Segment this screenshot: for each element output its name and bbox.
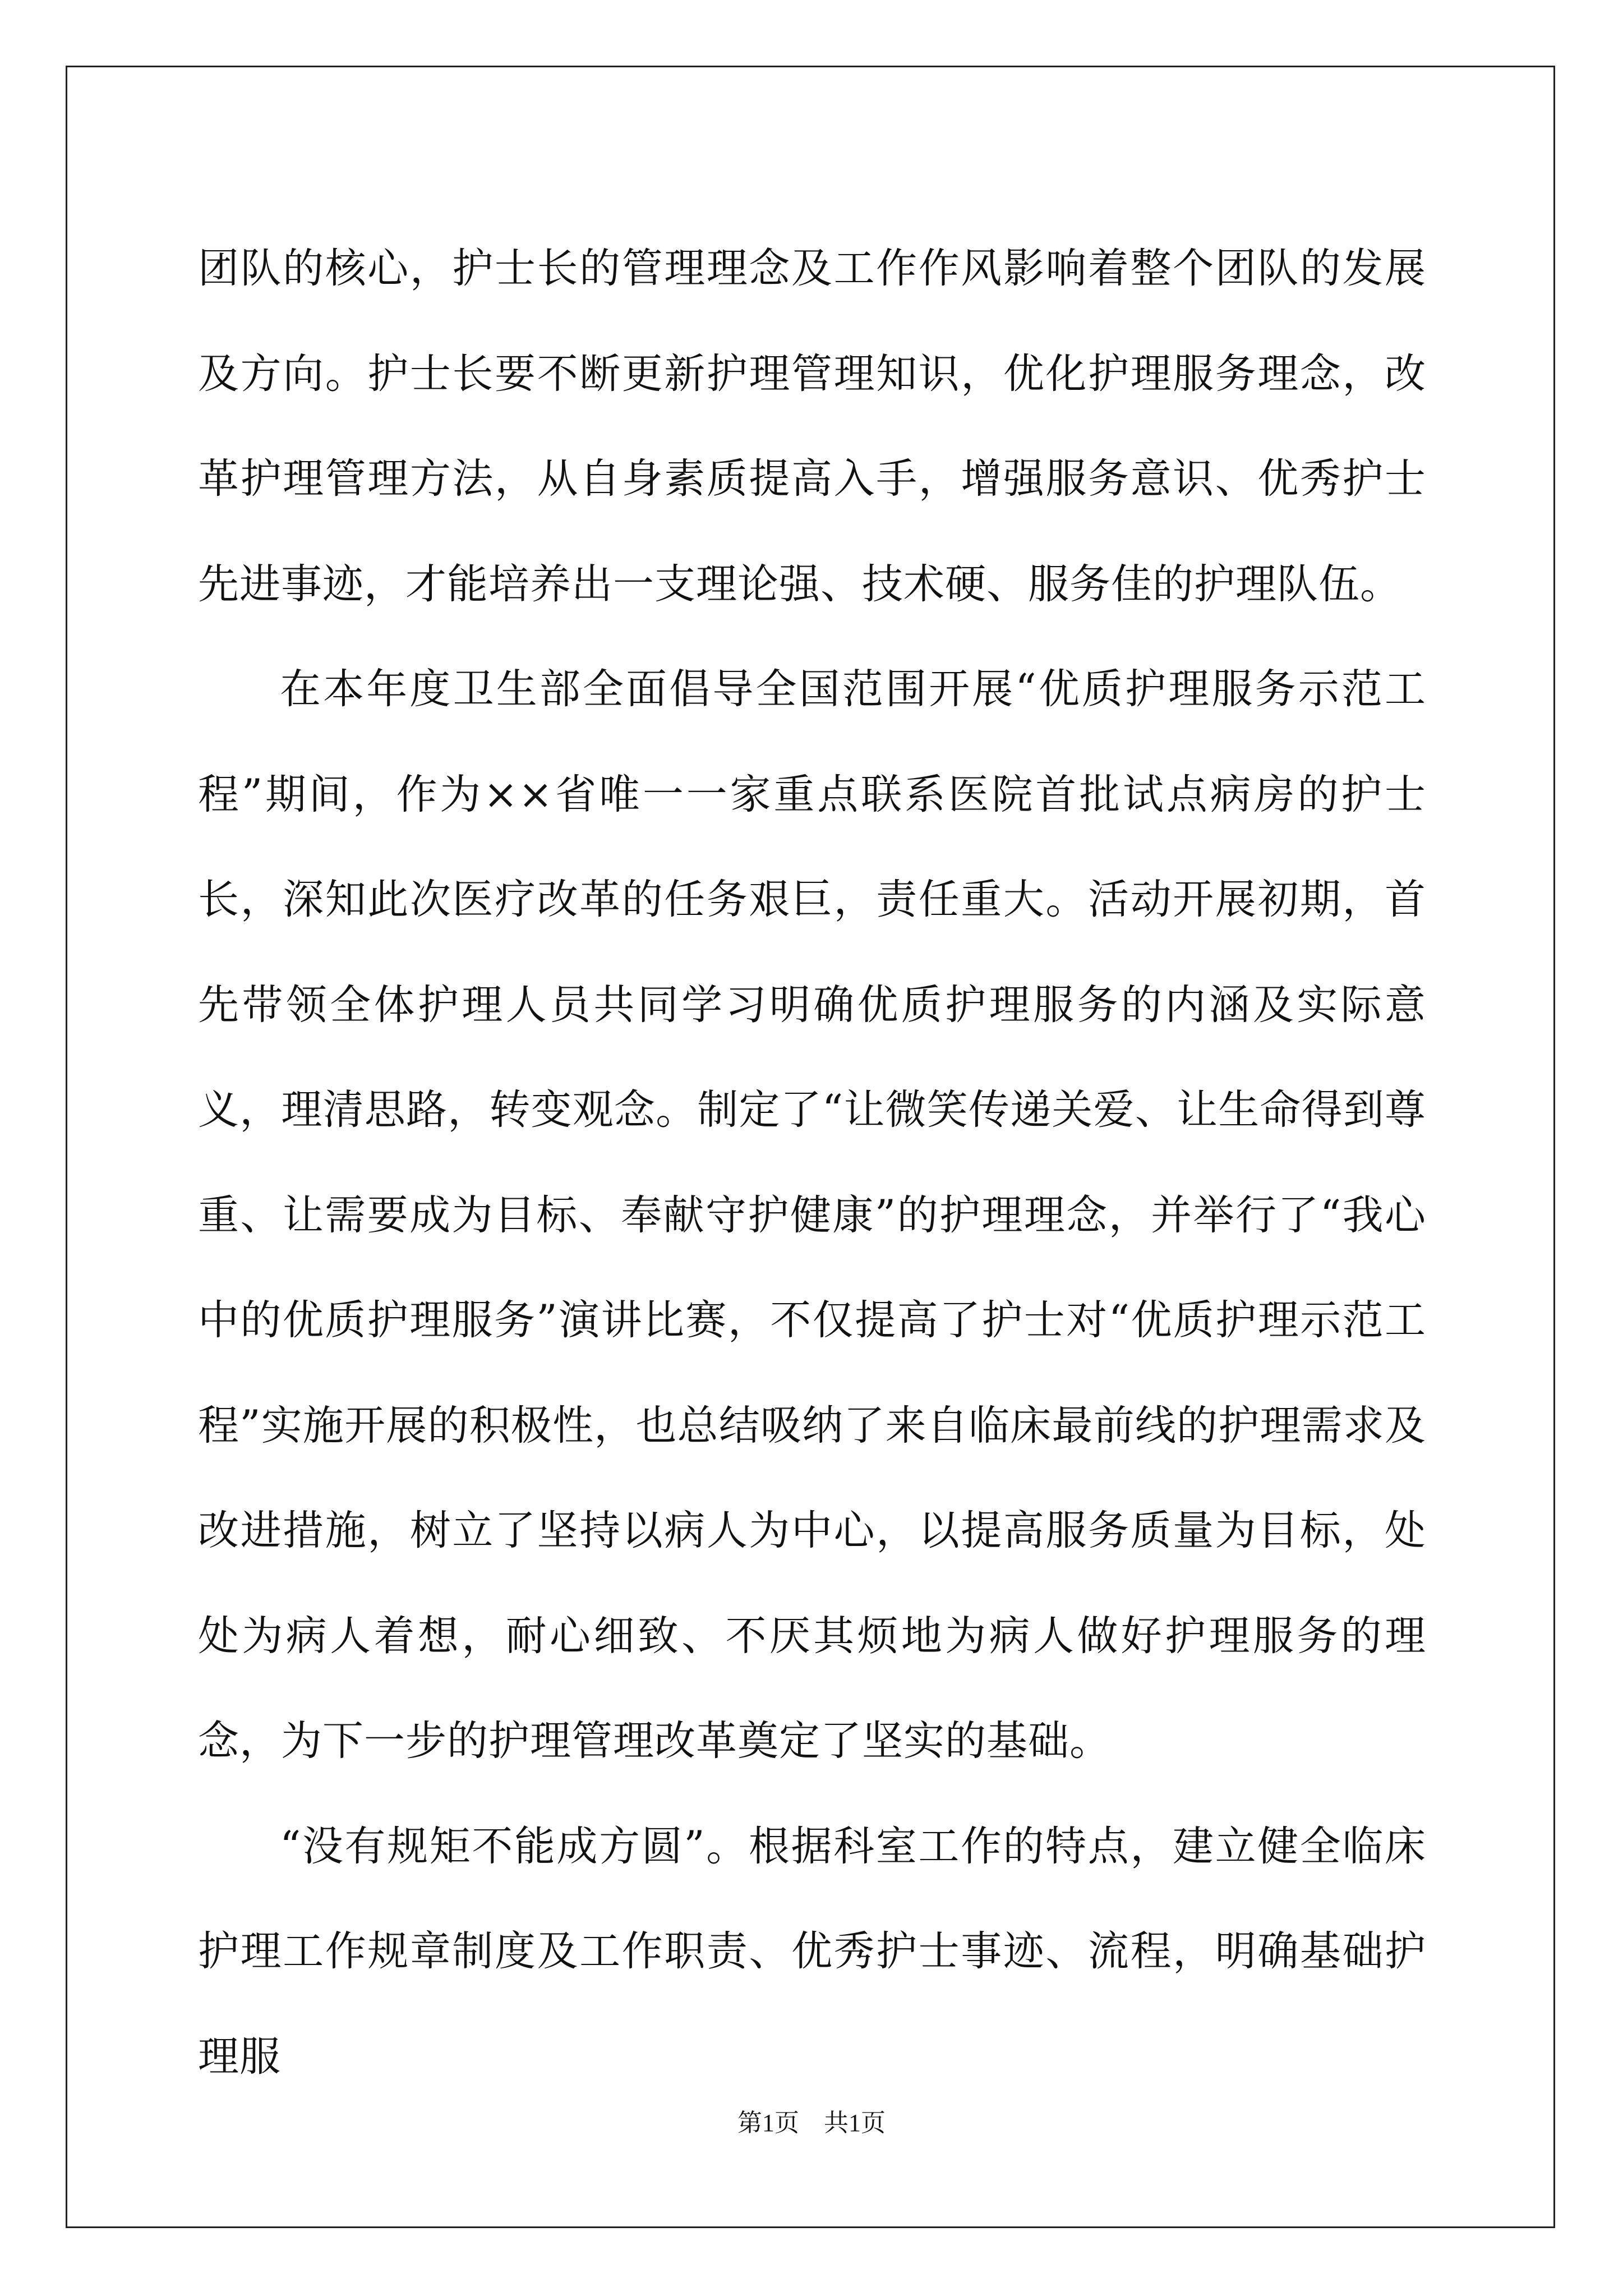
page-number-footer: 第1页 共1页 [737,2109,886,2137]
paragraph-1: 团队的核心，护士长的管理理念及工作作风影响着整个团队的发展及方向。护士长要不断更新护理管理知识，优化护理服务理念，改革护理管理方法，从自身素质提高入手，增强服务意识、优秀护士先进事迹，才能培养出一支理论强、技术硬、服务佳的护理队伍。 [198,245,1426,608]
document-body [198,216,1426,2109]
paragraph-3: “没有规矩不能成方圆”。根据科室工作的特点，建立健全临床护理工作规章制度及工作职责、优秀护士事迹、流程，明确基础护理服 [198,1822,1426,2081]
paragraph-2: 在本年度卫生部全面倡导全国范围开展“优质护理服务示范工程”期间，作为××省唯一一家重点联系医院首批试点病房的护士长，深知此次医疗改革的任务艰巨，责任重大。活动开展初期，首先带领全体护理人员共同学习明确优质护理服务的内涵及实际意义，理清思路，转变观念。制定了“让微笑传递关爱、让生命得到尊重、让需要成为目标、奉献守护健康”的护理理念，并举行了“我心中的优质护理服务”演讲比赛，不仅提高了护士对“优质护理示范工程”实施开展的积极性，也总结吸纳了来自临床最前线的护理需求及改进措施，树立了坚持以病人为中心，以提高服务质量为目标，处处为病人着想，耐心细致、不厌其烦地为病人做好护理服务的理念，为下一步的护理管理改革奠定了坚实的基础。 [198,665,1426,1765]
